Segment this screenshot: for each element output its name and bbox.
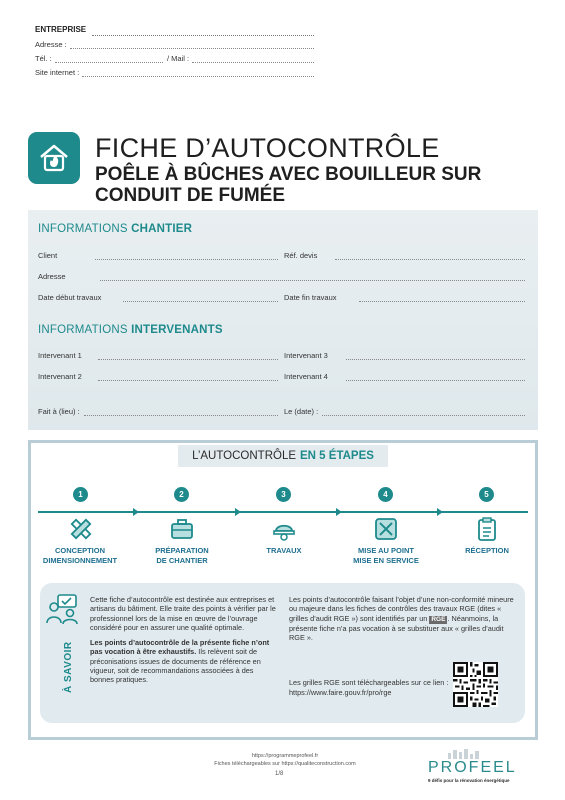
clipboard-check-icon [474,516,500,542]
date-fin-label: Date fin travaux [284,293,337,302]
date-fin-field[interactable] [284,293,525,302]
chantier-section-title: INFORMATIONS CHANTIER [38,223,193,235]
intervenant-2-label: Intervenant 2 [38,372,82,381]
mail-label: / Mail : [167,54,190,63]
intervenant-2-field[interactable] [38,372,278,381]
step-label-3: TRAVAUX [266,546,302,555]
step-label-1: CONCEPTION DIMENSIONNEMENT [42,546,118,565]
hard-hat-icon [271,516,297,542]
intervenant-3-field[interactable] [284,351,525,360]
city-skyline-icon [446,749,486,759]
fait-a-label: Fait à (lieu) : [38,407,80,416]
wrench-gear-icon [373,516,399,542]
enterprise-name-line [92,27,314,36]
page-title: FICHE D’AUTOCONTRÔLE [95,133,440,163]
footer-link-programme[interactable]: https://programmeprofeel.fr [251,753,319,759]
adresse-field[interactable] [38,272,525,281]
address-label: Adresse : [35,40,67,49]
intervenant-1-label: Intervenant 1 [38,351,82,360]
people-icon [46,593,82,625]
intervenants-section-title: INFORMATIONS INTERVENANTS [38,324,223,336]
info-panel [28,210,538,430]
step-label-5: RÉCEPTION [465,546,509,555]
steps-title: L’AUTOCONTRÔLE EN 5 ÉTAPES [178,445,388,467]
intervenant-3-label: Intervenant 3 [284,351,328,360]
house-flame-icon [28,132,80,184]
enterprise-mail-field[interactable] [167,54,314,63]
a-savoir-left-text: Cette fiche d’autocontrôle est destinée aux entreprises et artisans du bâtiment. Elle traite des points à vérifier par le professionnel lors de la mise en œuvre de l’ouvrage considéré pour en assurer une qualité optimale. Les points d’autocontrôle de la présente fiche n’ont pas vocation à être exhaustifs. Ils relèvent soit de préconisations issues de documents de référence en vigueur, soit de recommandations associées à des bonnes pratiques. [90,595,276,685]
footer-link-download[interactable]: Fiches téléchargeables sur https://qualiteconstruction.com [214,761,356,767]
toolbox-icon [169,516,195,542]
step-number-3: 3 [276,487,291,502]
arrow-icon [235,508,241,516]
intervenant-4-label: Intervenant 4 [284,372,328,381]
enterprise-site-field[interactable] [35,68,314,77]
step-number-2: 2 [174,487,189,502]
steps-timeline [38,511,528,513]
client-label: Client [38,251,58,260]
intervenant-4-field[interactable] [284,372,525,381]
a-savoir-right-text: Les points d’autocontrôle faisant l’objet d’une non-conformité mineure ou majeure dans les fiches de contrôles des travaux RGE (dites « grilles d’audit RGE ») sont identifiés par un RGE . Néanmoins, la présente fiche n’a pas vocation à se substituer aux « grilles d’audit RGE ». [289,595,514,642]
profeel-logo [428,749,538,783]
rge-link[interactable]: https://www.faire.gouv.fr/pro/rge [289,688,392,698]
date-debut-field[interactable] [38,293,278,302]
client-field[interactable] [38,251,278,260]
a-savoir-label: À SAVOIR [63,641,74,693]
ref-devis-field[interactable] [284,251,525,260]
intervenant-1-field[interactable] [38,351,278,360]
pencil-ruler-icon [68,516,94,542]
step-number-4: 4 [378,487,393,502]
profeel-wordmark: PROFEEL [428,759,517,776]
page-number: 1/8 [275,771,284,777]
qr-code[interactable] [453,662,498,707]
page-subtitle: POÊLE À BÛCHES AVEC BOUILLEUR SUR CONDUIT DE FUMÉE [95,164,482,206]
rge-badge: RGE [431,615,446,623]
date-debut-label: Date début travaux [38,293,102,302]
enterprise-tel-field[interactable] [35,54,163,63]
rge-download-text: Les grilles RGE sont téléchargeables sur ce lien : https://www.faire.gouv.fr/pro/rge [289,678,449,698]
enterprise-title: ENTREPRISE [35,25,87,34]
step-number-1: 1 [73,487,88,502]
footer-links [190,752,380,768]
arrow-icon [133,508,139,516]
adresse-label: Adresse [38,272,66,281]
tel-label: Tél. : [35,54,52,63]
le-date-field[interactable] [284,407,525,416]
step-label-2: PRÉPARATION DE CHANTIER [155,546,209,565]
step-number-5: 5 [479,487,494,502]
step-label-4: MISE AU POINT MISE EN SERVICE [353,546,419,565]
le-date-label: Le (date) : [284,407,319,416]
profeel-tagline: 9 défis pour la rénovation énergétique [428,778,510,783]
arrow-icon [336,508,342,516]
arrow-icon [437,508,443,516]
fait-a-field[interactable] [38,407,278,416]
site-label: Site internet : [35,68,80,77]
enterprise-address-field[interactable] [35,40,314,49]
ref-devis-label: Réf. devis [284,251,318,260]
